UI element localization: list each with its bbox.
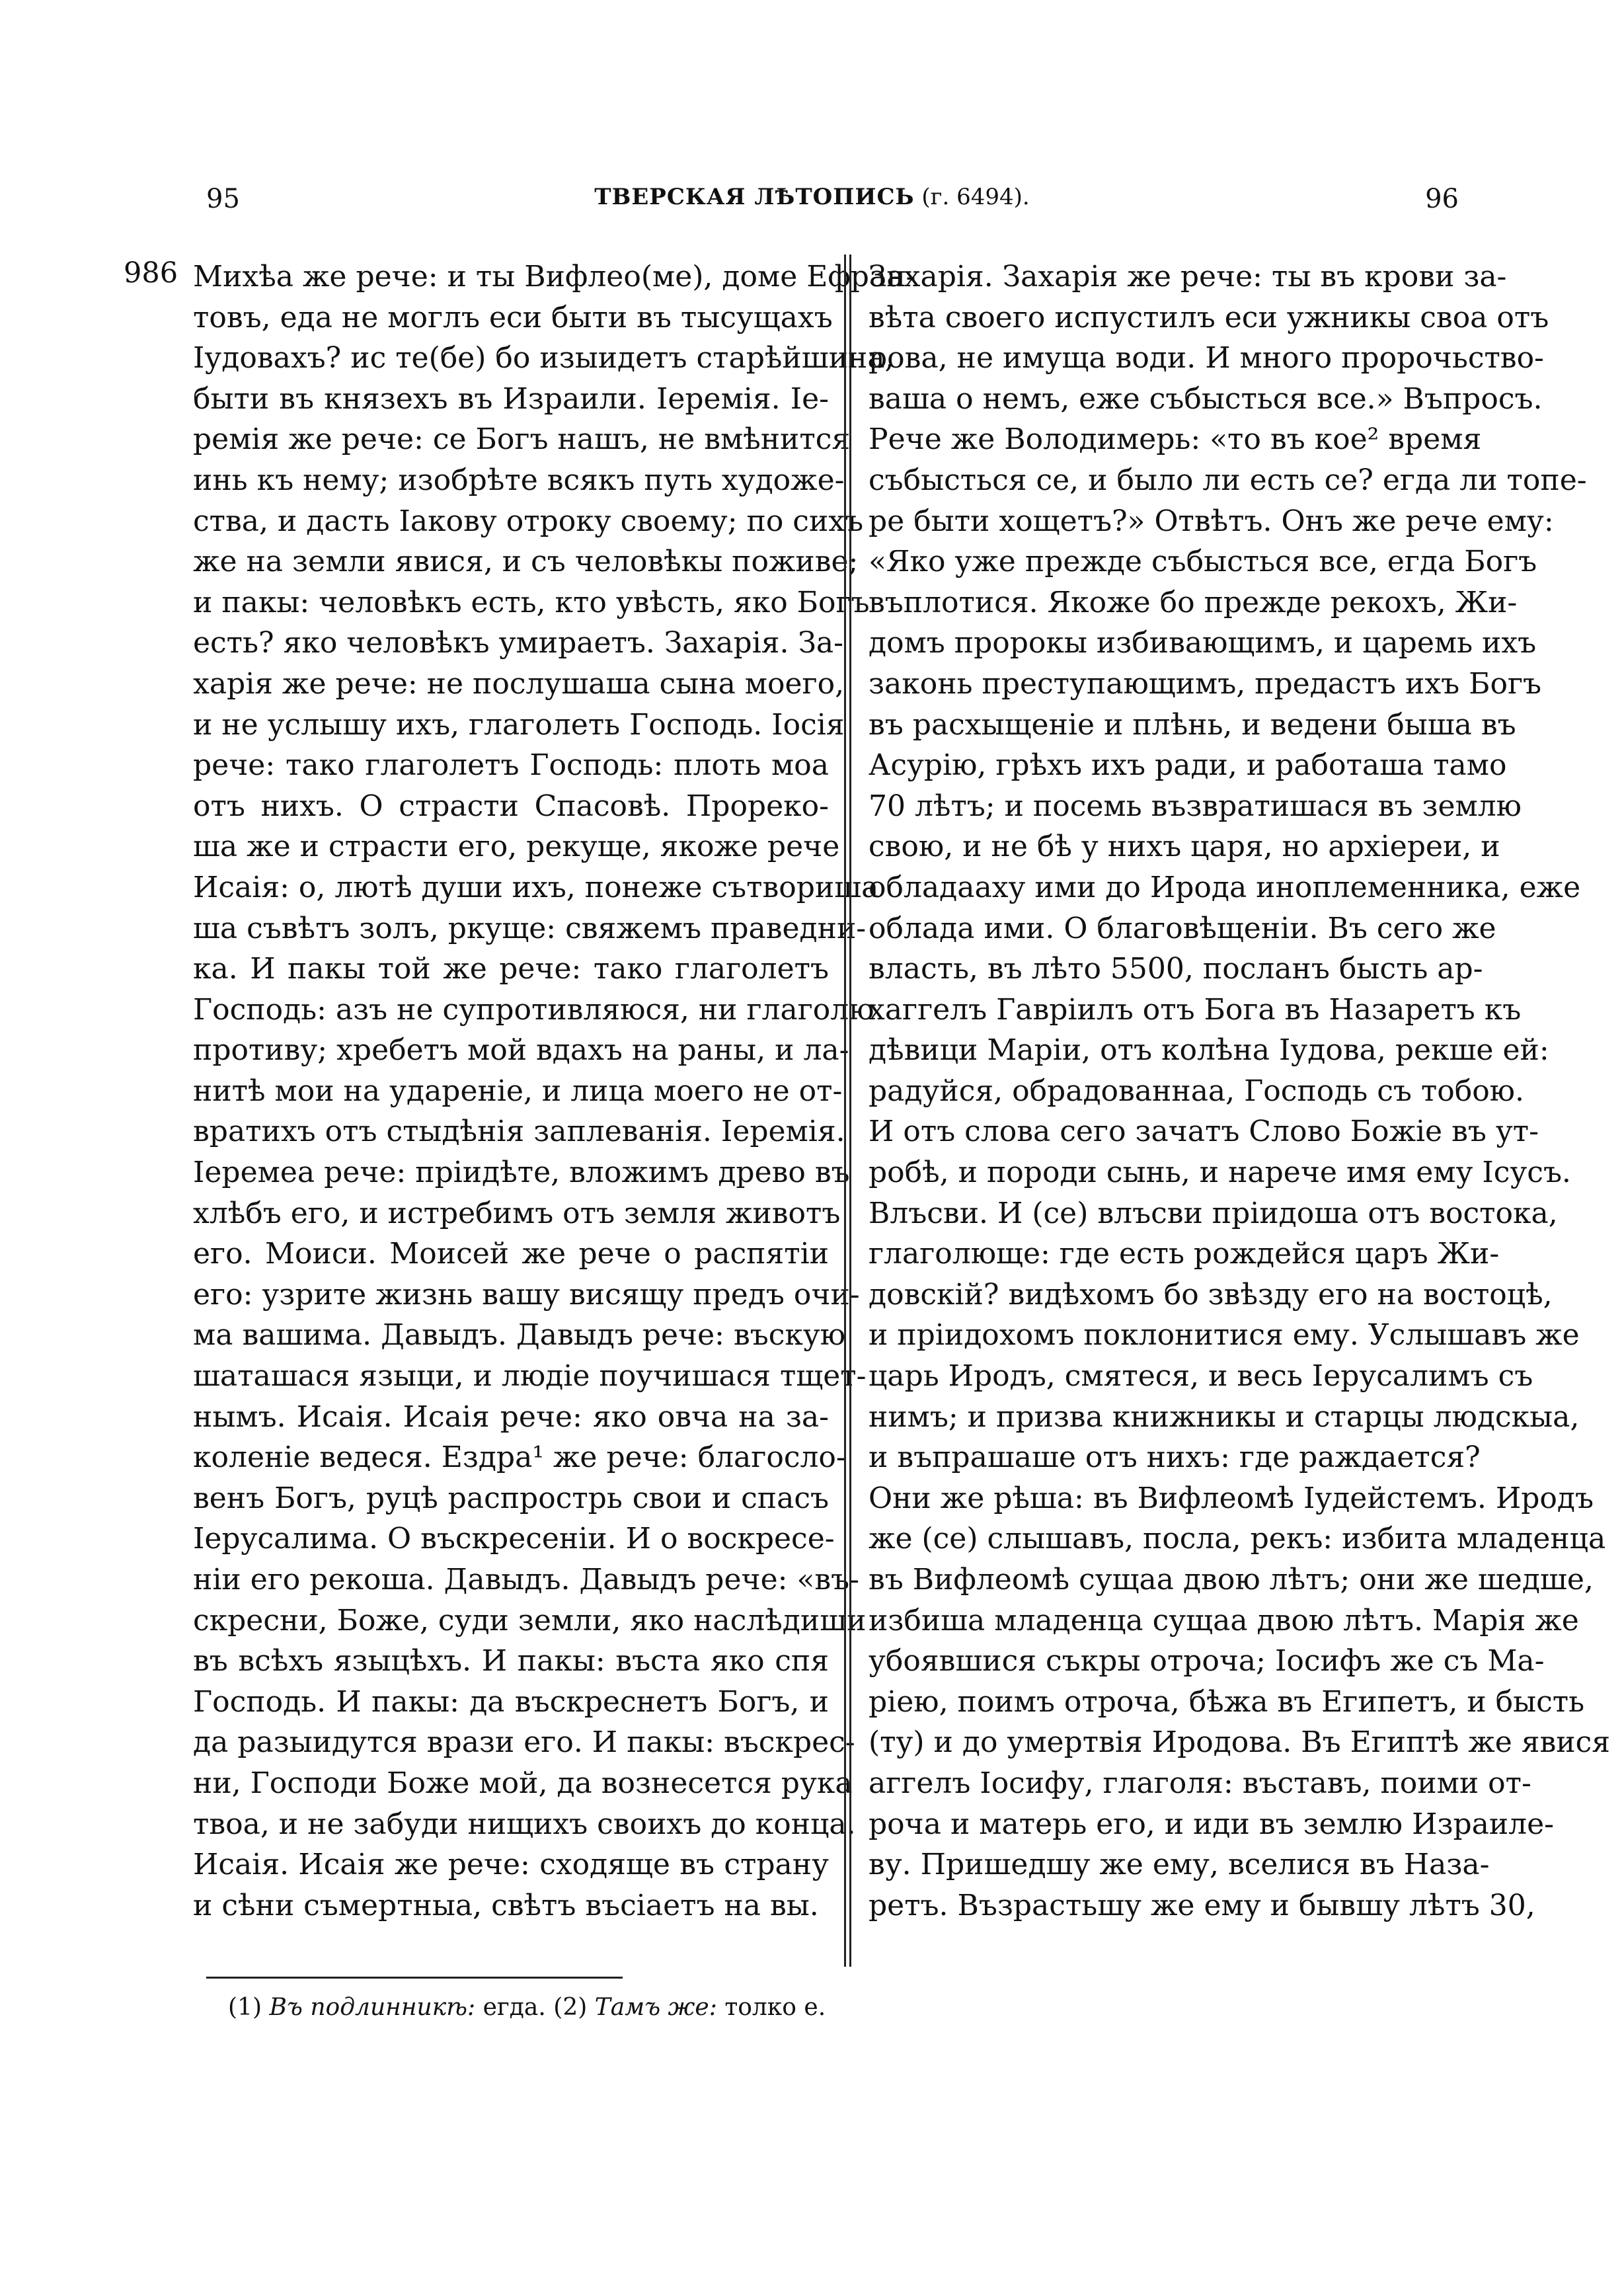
left-column-line: Господь: азъ не супротивляюся, ни глаголю xyxy=(193,992,874,1027)
right-column-line: Асурію, грѣхъ ихъ ради, и работаша тамо xyxy=(869,748,1507,783)
right-column-line: Они же рѣша: въ Вифлеомѣ Іудейстемъ. Иродъ xyxy=(869,1481,1594,1515)
left-column-line: ка. И пакы той же рече: тако глаголетъ xyxy=(193,952,829,986)
footnotes xyxy=(228,1994,826,2021)
left-column-line: ства, и дасть Іакову отроку своему; по сихъ xyxy=(193,504,864,538)
left-column-line: хлѣбъ его, и истребимъ отъ земля животъ xyxy=(193,1196,841,1230)
left-column-line: рече: тако глаголетъ Господь: плоть моа xyxy=(193,748,829,783)
right-column-line: свою, и не бѣ у нихъ царя, но архіереи, и xyxy=(869,830,1500,864)
right-column-line: Захарія. Захарія же рече: ты въ крови за- xyxy=(869,260,1507,294)
left-column-line: его. Моиси. Моисей же рече о распятіи xyxy=(193,1237,829,1271)
right-column-line: «Яко уже прежде събысться все, егда Богъ xyxy=(869,545,1537,579)
left-column-line: быти въ князехъ въ Израили. Іеремія. Іе- xyxy=(193,381,829,416)
left-column-line: коленіе ведеся. Ездра¹ же рече: благосло- xyxy=(193,1440,846,1475)
right-column-line: роча и матерь его, и иди въ землю Израиле- xyxy=(869,1807,1555,1841)
right-column-line: царь Иродъ, смятеся, и весь Іерусалимъ съ xyxy=(869,1359,1533,1394)
right-column-line: облада ими. О благовѣщеніи. Въ сего же xyxy=(869,911,1496,945)
left-column-line: ніи его рекоша. Давыдъ. Давыдъ рече: «въ- xyxy=(193,1563,860,1597)
right-column-line: въ расхыщеніе и плѣнь, и ведени быша въ xyxy=(869,707,1516,742)
left-column-line: есть? яко человѣкъ умираетъ. Захарія. За- xyxy=(193,626,844,660)
left-column-line: венъ Богъ, руцѣ распрострь свои и спасъ xyxy=(193,1481,829,1515)
left-column-line: ша же и страсти его, рекуще, якоже рече xyxy=(193,830,840,864)
right-column-line: събысться се, и было ли есть се? егда ли топе- xyxy=(869,463,1587,497)
footnote-1-number: (1) xyxy=(228,1994,262,2021)
right-column xyxy=(869,256,1611,1926)
right-column-line: и пріидохомъ поклонитися ему. Услышавъ же xyxy=(869,1318,1580,1353)
right-column-line: ву. Пришедшу же ему, вселися въ Наза- xyxy=(869,1848,1490,1882)
right-column-line: власть, въ лѣто 5500, посланъ бысть ар- xyxy=(869,952,1483,986)
right-column-line: дѣвици Маріи, отъ колѣна Іудова, рекше ей: xyxy=(869,1033,1549,1068)
footnote-1-source: Въ подлинникѣ: xyxy=(269,1994,476,2021)
left-column-line: нитѣ мои на удареніе, и лица моего не от- xyxy=(193,1074,843,1108)
column-divider xyxy=(844,255,851,1967)
left-column-line: ша съвѣтъ золъ, ркуще: свяжемъ праведни- xyxy=(193,911,867,945)
left-column-line: ремія же рече: се Богъ нашъ, не вмѣнится xyxy=(193,422,851,457)
title-year: (г. 6494). xyxy=(921,184,1030,210)
right-column-line: ріею, поимъ отроча, бѣжа въ Египетъ, и бысть xyxy=(869,1684,1585,1719)
right-column-line: законь преступающимъ, предастъ ихъ Богъ xyxy=(869,666,1541,701)
left-column-line: Іерусалима. О въскресеніи. И о воскресе- xyxy=(193,1522,835,1556)
right-column-line: нимъ; и призва книжникы и старцы людскыа, xyxy=(869,1400,1580,1434)
left-column-line: и сѣни съмертныа, свѣтъ въсіаетъ на вы. xyxy=(193,1888,819,1922)
left-column-line: Михѣа же рече: и ты Вифлео(ме), доме Ефран- xyxy=(193,260,916,294)
right-column-line: ваша о немъ, еже събысться все.» Въпросъ. xyxy=(869,381,1543,416)
page-number-left: 95 xyxy=(206,184,240,214)
right-column-line: убоявшися съкры отроча; Іосифъ же съ Ма- xyxy=(869,1644,1545,1678)
right-column-line: Влъсви. И (се) влъсви пріидоша отъ востока, xyxy=(869,1196,1558,1230)
left-column-line: Іеремеа рече: пріидѣте, вложимъ древо въ xyxy=(193,1156,850,1190)
right-column-line: (ту) и до умертвія Иродова. Въ Египтѣ же явися xyxy=(869,1725,1611,1760)
right-column-line: вѣта своего испустилъ еси ужникы своа отъ xyxy=(869,300,1549,335)
right-column-line: радуйся, обрадованнаа, Господь съ тобою. xyxy=(869,1074,1524,1108)
left-column-line: отъ нихъ. О страсти Спасовѣ. Прореко- xyxy=(193,789,829,823)
left-column-line: же на земли явися, и съ человѣкы поживе; xyxy=(193,545,859,579)
left-column-line: скресни, Боже, суди земли, яко наслѣдиши xyxy=(193,1603,867,1637)
footnote-2-source: Тамъ же: xyxy=(594,1994,717,2021)
right-column-line: ре быти хощетъ?» Отвѣтъ. Онъ же рече ему: xyxy=(869,504,1554,538)
left-column-line: и пакы: человѣкъ есть, кто увѣсть, яко Богъ xyxy=(193,585,870,619)
left-column-line: ма вашима. Давыдъ. Давыдъ рече: въскую xyxy=(193,1318,846,1353)
right-column-line: рова, не имуща води. И много пророчьство- xyxy=(869,341,1544,375)
left-column-line: шаташася языци, и людіе поучишася тщет- xyxy=(193,1359,867,1394)
right-column-line: и въпрашаше отъ нихъ: где раждается? xyxy=(869,1440,1481,1475)
right-column-line: же (се) слышавъ, посла, рекъ: избита младенца xyxy=(869,1522,1606,1556)
page-number-right: 96 xyxy=(1425,184,1459,214)
footnote-1-value: егда. xyxy=(483,1994,546,2021)
running-title xyxy=(0,184,1624,210)
left-column-line: и не услышу ихъ, глаголеть Господь. Іосія xyxy=(193,707,845,742)
footnote-2-number: (2) xyxy=(553,1994,588,2021)
left-column-line: его: узрите жизнь вашу висящу предъ очи- xyxy=(193,1277,860,1312)
footnote-2-value: толко е. xyxy=(724,1994,826,2021)
left-column-line: товъ, еда не моглъ еси быти въ тысущахъ xyxy=(193,300,833,335)
footnote-rule xyxy=(206,1977,623,1979)
left-column xyxy=(193,256,916,1926)
right-column-line: домъ пророкы избивающимъ, и царемь ихъ xyxy=(869,626,1537,660)
right-column-line: хаггелъ Гавріилъ отъ Бога въ Назаретъ къ xyxy=(869,992,1522,1027)
margin-year: 986 xyxy=(124,256,178,290)
right-column-line: глаголюще: где есть рождейся царъ Жи- xyxy=(869,1237,1500,1271)
title-text: ТВЕРСКАЯ ЛѢТОПИСЬ xyxy=(594,184,915,210)
right-column-line: обладааху ими до Ирода иноплеменника, еже xyxy=(869,870,1581,904)
left-column-line: Исаія. Исаія же рече: сходяще въ страну xyxy=(193,1848,829,1882)
left-column-line: да разыидутся врази его. И пакы: въскрес- xyxy=(193,1725,855,1760)
right-column-line: 70 лѣтъ; и посемь възвратишася въ землю xyxy=(869,789,1522,823)
left-column-line: твоа, и не забуди нищихъ своихъ до конца. xyxy=(193,1807,856,1841)
left-column-line: ни, Господи Боже мой, да вознесется рука xyxy=(193,1766,853,1800)
right-column-line: довскій? видѣхомъ бо звѣзду его на востоцѣ, xyxy=(869,1277,1553,1312)
left-column-line: харія же рече: не послушаша сына моего, xyxy=(193,666,845,701)
left-column-line: нымъ. Исаія. Исаія рече: яко овча на за- xyxy=(193,1400,829,1434)
right-column-line: аггелъ Іосифу, глаголя: въставъ, поими от- xyxy=(869,1766,1531,1800)
left-column-line: Господь. И пакы: да въскреснетъ Богъ, и xyxy=(193,1684,829,1719)
right-column-line: ретъ. Възрастьшу же ему и бывшу лѣтъ 30, xyxy=(869,1888,1535,1922)
right-column-line: въплотися. Якоже бо прежде рекохъ, Жи- xyxy=(869,585,1518,619)
right-column-line: И отъ слова сего зачатъ Слово Божіе въ ут- xyxy=(869,1115,1539,1149)
right-column-line: Рече же Володимерь: «то въ кое² время xyxy=(869,422,1482,457)
right-column-line: въ Вифлеомѣ сущаа двою лѣтъ; они же шедше, xyxy=(869,1563,1594,1597)
left-column-line: вратихъ отъ стыдѣнія заплеванія. Іеремія. xyxy=(193,1115,845,1149)
left-column-line: Іудовахъ? ис те(бе) бо изыидетъ старѣйшина, xyxy=(193,341,894,375)
left-column-line: Исаія: о, лютѣ души ихъ, понеже сътвориша xyxy=(193,870,879,904)
right-column-line: избиша младенца сущаа двою лѣтъ. Марія же xyxy=(869,1603,1579,1637)
left-column-line: противу; хребетъ мой вдахъ на раны, и ла- xyxy=(193,1033,849,1068)
left-column-line: инь къ нему; изобрѣте всякъ путь художе- xyxy=(193,463,845,497)
right-column-line: робѣ, и породи сынь, и нарече имя ему Ісусъ. xyxy=(869,1156,1571,1190)
left-column-line: въ всѣхъ языцѣхъ. И пакы: въста яко спя xyxy=(193,1644,829,1678)
